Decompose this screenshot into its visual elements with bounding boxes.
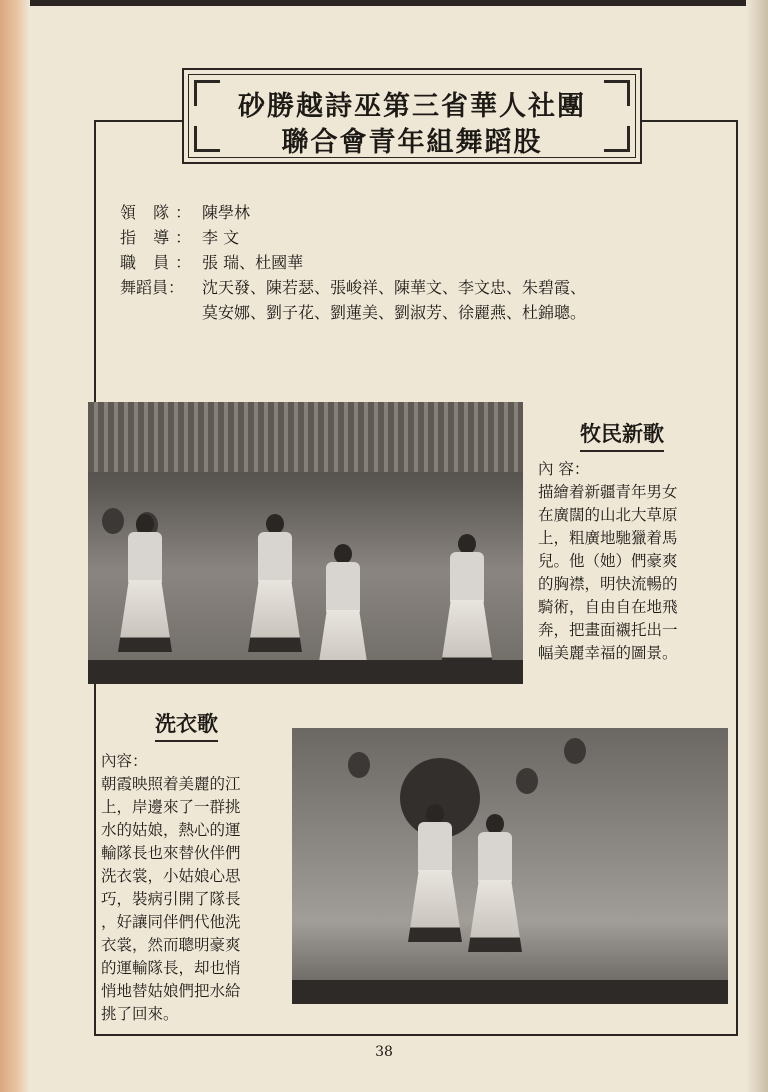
page-top-edge	[0, 0, 768, 6]
dancer-figure	[248, 514, 302, 664]
text-line: ，好讓同伴們代他洗	[101, 913, 241, 931]
text-line: 描繪着新疆青年男女	[538, 483, 678, 501]
credits-block	[120, 200, 586, 325]
credit-row-instructor	[120, 225, 586, 250]
text-line: 洗衣裳，小姑娘心思	[101, 867, 241, 885]
title-cartouche	[182, 68, 642, 164]
text-line: 上，岸邊來了一群挑	[101, 798, 241, 816]
lantern-icon	[348, 752, 370, 778]
credit-row-dancers	[120, 275, 586, 300]
text-line: 上，粗廣地馳獵着馬	[538, 529, 678, 547]
dancer-figure	[440, 534, 494, 664]
text-line: 朝霞映照着美麗的江	[101, 775, 241, 793]
text-line: 兒。他（她）們豪爽	[538, 552, 678, 570]
lantern-icon	[564, 738, 586, 764]
text-line: 悄地替姑娘們把水給	[101, 982, 241, 1000]
stage-curtain	[88, 402, 523, 472]
title-line-1: 砂勝越詩巫第三省華人社團	[238, 91, 586, 122]
leader-label: 領 隊：	[120, 203, 198, 222]
staff-label: 職 員：	[120, 253, 198, 272]
text-line: 衣裳，然而聰明豪爽	[101, 936, 241, 954]
title-line-2: 聯合會青年組舞蹈股	[281, 127, 543, 158]
dancers-line-2: 莫安娜、劉子花、劉蓮美、劉淑芳、徐麗燕、杜錦聰。	[202, 303, 587, 322]
page-right-edge	[746, 0, 768, 1092]
staff-value: 張 瑞、杜國華	[202, 253, 304, 272]
photo-laundry-dance	[292, 728, 728, 1004]
text-line: 騎術，自由自在地飛	[538, 598, 678, 616]
credit-row-staff	[120, 250, 586, 275]
section-heading-herdsmen: 牧民新歌	[580, 418, 664, 452]
section-text-laundry	[101, 750, 283, 1026]
page-number: 38	[375, 1044, 393, 1060]
text-line: 的胸襟，明快流暢的	[538, 575, 678, 593]
credit-row-dancers-cont	[120, 300, 586, 325]
text-line: 的運輸隊長，却也悄	[101, 959, 241, 977]
stage-floor	[88, 660, 523, 684]
dancer-figure	[468, 814, 522, 984]
content-label: 內容：	[101, 752, 148, 770]
text-line: 巧，裝病引開了隊長	[101, 890, 241, 908]
text-line: 奔，把畫面襯托出一	[538, 621, 678, 639]
instructor-label: 指 導：	[120, 228, 198, 247]
lantern-icon	[516, 768, 538, 794]
text-line: 在廣闊的山北大草原	[538, 506, 678, 524]
dancers-label: 舞蹈員：	[120, 278, 185, 297]
section-heading-laundry: 洗衣歌	[155, 708, 218, 742]
text-line: 輸隊長也來替伙伴們	[101, 844, 241, 862]
dancer-figure	[408, 804, 462, 984]
dancers-line-1: 沈天發、陳若瑟、張峻祥、陳華文、李文忠、朱碧霞、	[202, 278, 587, 297]
credit-row-leader	[120, 200, 586, 225]
stage-floor	[292, 980, 728, 1004]
dancer-figure	[316, 544, 370, 664]
text-line: 水的姑娘，熱心的運	[101, 821, 241, 839]
instructor-value: 李 文	[202, 228, 240, 247]
section-text-herdsmen	[538, 458, 724, 665]
book-spine	[0, 0, 30, 1092]
photo-herdsmen-dance	[88, 402, 523, 684]
text-line: 幅美麗幸福的圖景。	[538, 644, 678, 662]
content-label: 內 容：	[538, 460, 590, 478]
leader-value: 陳學林	[202, 203, 251, 222]
dancer-figure	[118, 514, 172, 664]
text-line: 挑了回來。	[101, 1005, 179, 1023]
